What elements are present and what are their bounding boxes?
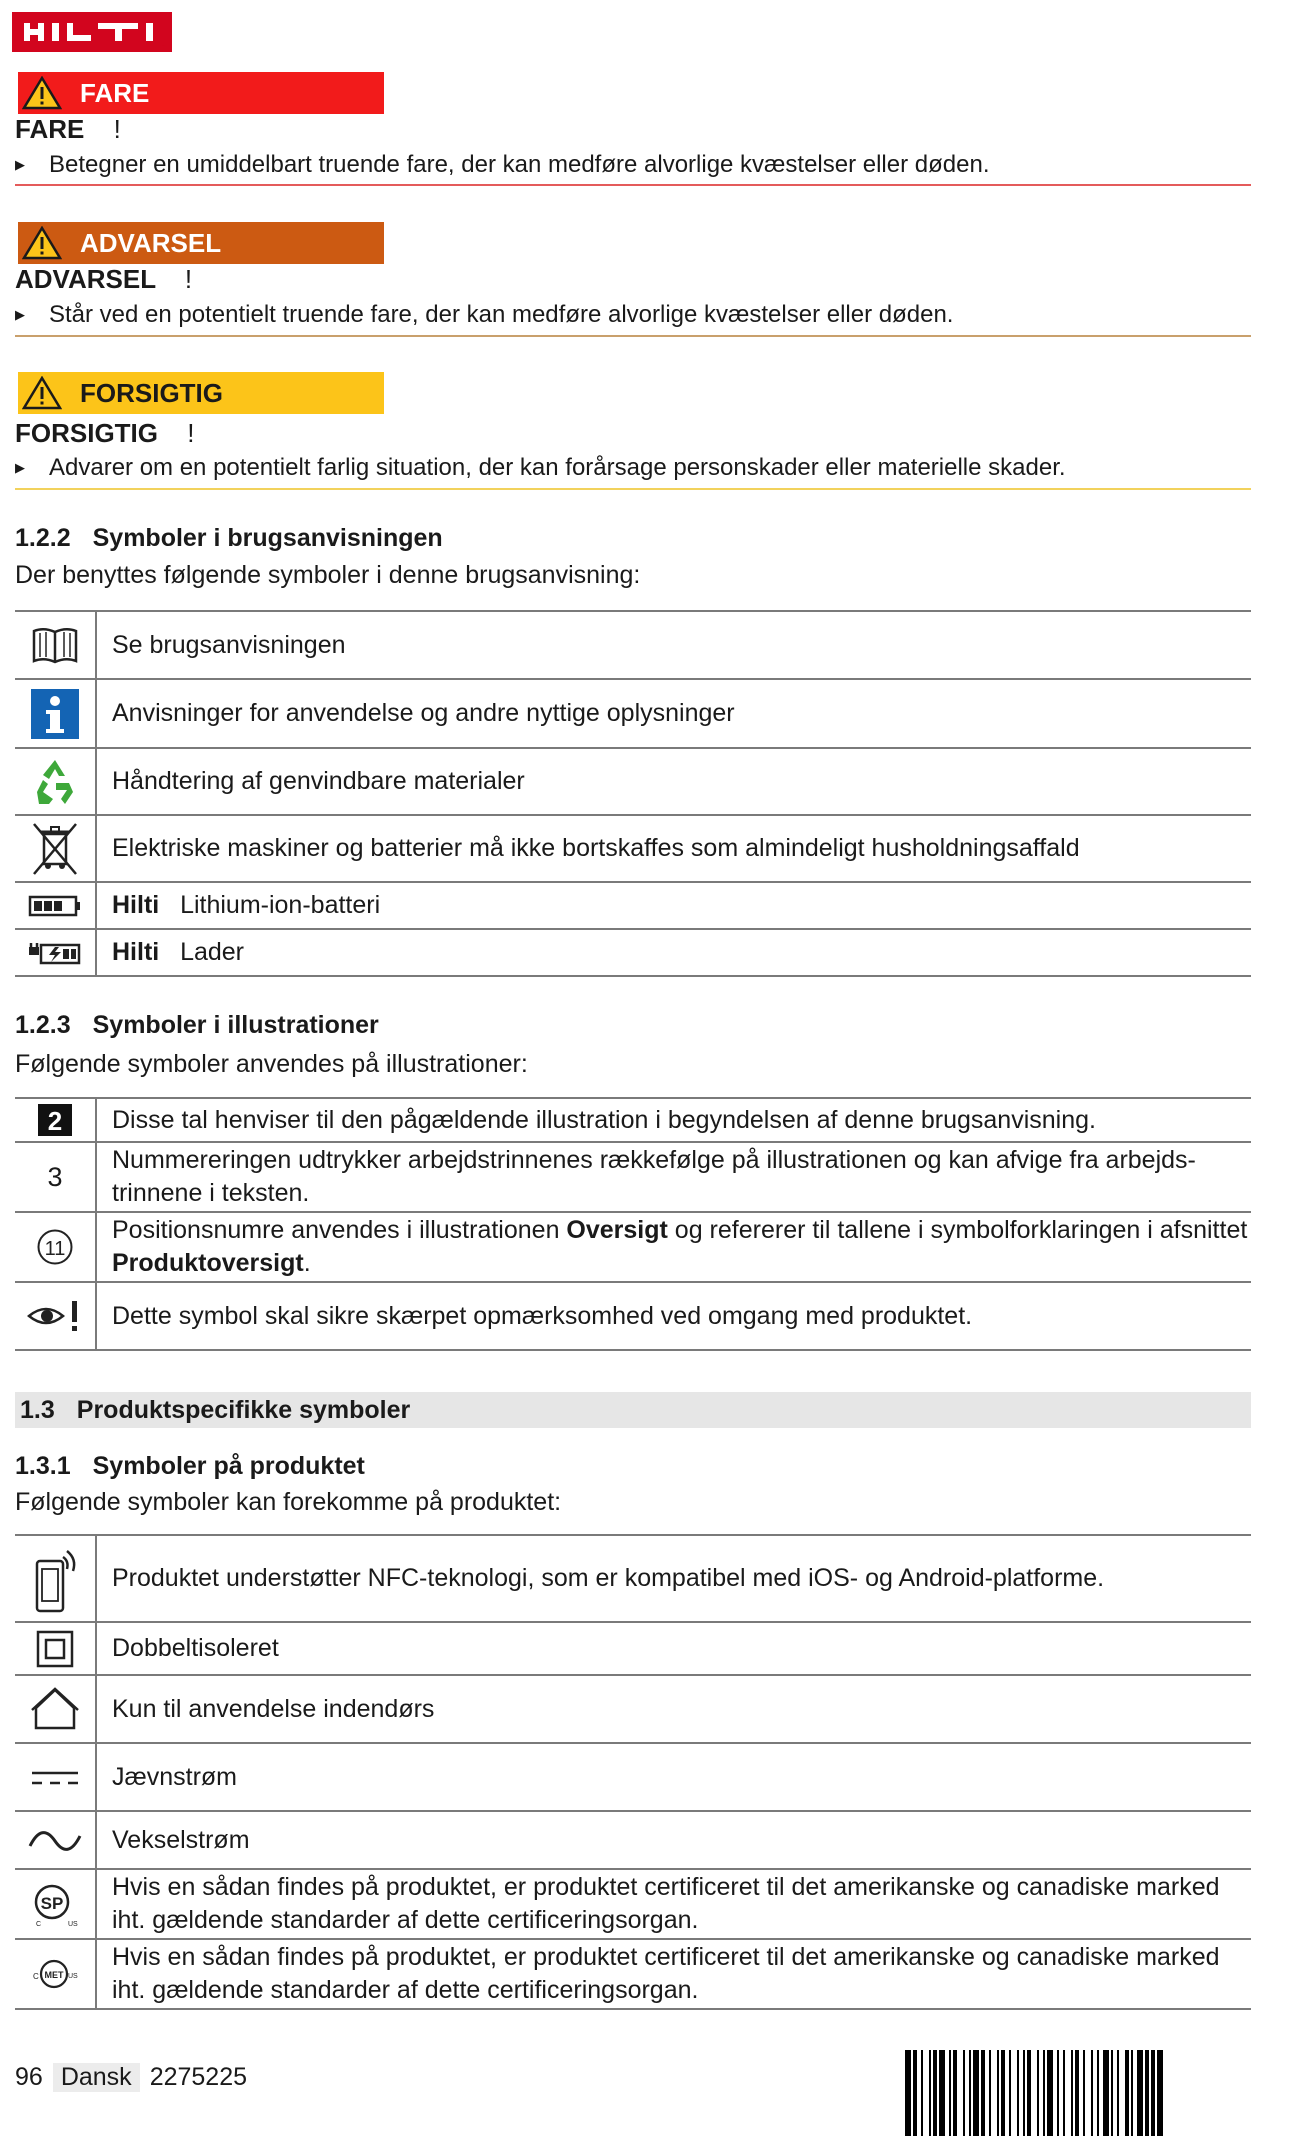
hilti-logo xyxy=(12,12,172,52)
symbol-cell xyxy=(15,611,96,679)
table-row xyxy=(15,929,1251,976)
crossed-bin-icon xyxy=(31,820,79,878)
symbol-cell xyxy=(15,1869,96,1939)
section-number: 1.3.1 xyxy=(15,1452,71,1480)
brand-name: Hilti xyxy=(112,891,160,919)
signal-mark: ! xyxy=(184,264,193,294)
nfc-phone-icon xyxy=(29,1543,81,1615)
bullet-arrow-icon: ▶ xyxy=(15,460,25,475)
divider-fare xyxy=(15,184,1251,186)
symbol-cell xyxy=(15,1811,96,1869)
table-row xyxy=(15,1869,1251,1939)
symbol-table-illustrations xyxy=(15,1097,1251,1351)
warning-triangle-icon xyxy=(22,376,62,410)
symbol-text: Lithium-ion-batteri xyxy=(180,891,381,919)
symbol-description: Se brugsanvisningen xyxy=(96,611,1251,679)
symbol-description: Hvis en sådan findes på produktet, er produktet certificeret til det amerikanske og canadiske marked iht. gældende standarder af dette certificeringsorgan. xyxy=(96,1869,1251,1939)
double-insulated-icon xyxy=(36,1630,74,1668)
table-row xyxy=(15,1811,1251,1869)
page-number: 96 xyxy=(15,2063,43,2091)
section-intro: Der benyttes følgende symboler i denne brugsanvisning: xyxy=(15,561,641,589)
symbol-description: Elektriske maskiner og batterier må ikke bortskaffes som almindeligt husholdningsaffald xyxy=(96,815,1251,882)
table-row xyxy=(15,748,1251,815)
barcode xyxy=(905,2050,1250,2136)
symbol-description: Jævnstrøm xyxy=(96,1743,1251,1811)
signal-text: Står ved en potentielt truende fare, der kan medføre alvorlige kvæstelser eller døden. xyxy=(49,301,954,328)
signal-bar-label: FORSIGTIG xyxy=(80,377,223,408)
table-row xyxy=(15,679,1251,748)
manual-book-icon xyxy=(30,623,80,667)
bullet-arrow-icon: ▶ xyxy=(15,157,25,172)
symbol-cell xyxy=(15,1098,96,1142)
symbol-description: Anvisninger for anvendelse og andre nyttige oplysninger xyxy=(96,679,1251,748)
table-row xyxy=(15,611,1251,679)
recycle-icon xyxy=(29,756,81,808)
number-glyph: 11 xyxy=(44,1238,66,1260)
symbol-cell xyxy=(15,1939,96,2009)
section-intro: Følgende symboler anvendes på illustrationer: xyxy=(15,1050,528,1078)
symbol-cell xyxy=(15,1622,96,1675)
symbol-table-product xyxy=(15,1534,1251,2010)
signal-mark: ! xyxy=(187,418,195,448)
symbol-cell xyxy=(15,1675,96,1743)
direct-current-icon xyxy=(30,1768,80,1788)
symbol-cell xyxy=(15,748,96,815)
table-row xyxy=(15,1939,1251,2009)
alternating-current-icon xyxy=(28,1828,82,1854)
symbol-description: Håndtering af genvindbare materialer xyxy=(96,748,1251,815)
symbol-text: Lader xyxy=(180,938,245,966)
signal-mark: ! xyxy=(113,114,121,144)
signal-word: FORSIGTIG xyxy=(15,418,158,448)
signal-bar-label: ADVARSEL xyxy=(80,227,222,258)
section-intro: Følgende symboler kan forekomme på produktet: xyxy=(15,1488,562,1516)
divider-advarsel xyxy=(15,335,1251,337)
certification-mark-country: US xyxy=(68,1921,78,1927)
table-row xyxy=(15,1098,1251,1142)
section-title: Produktspecifikke symboler xyxy=(76,1395,411,1424)
signal-bar-advarsel xyxy=(18,222,384,264)
symbol-description: Disse tal henviser til den pågældende illustration i begyndelsen af denne brugsanvisning. xyxy=(96,1098,1251,1142)
symbol-cell xyxy=(15,1743,96,1811)
symbol-description xyxy=(96,882,1251,929)
table-row xyxy=(15,1743,1251,1811)
number-11-icon xyxy=(36,1228,74,1266)
table-row xyxy=(15,1535,1251,1622)
signal-description-advarsel xyxy=(15,301,953,329)
brand-name: Hilti xyxy=(112,938,160,966)
symbol-description: Produktet understøtter NFC-teknologi, som er kompatibel med iOS- og Android-platforme. xyxy=(96,1535,1251,1622)
hilti-logo-text: HILTI xyxy=(162,46,165,47)
table-row xyxy=(15,815,1251,882)
text-part: og refererer til tallene i symbolforklaringen i afsnittet xyxy=(667,1216,1248,1244)
signal-word-advarsel xyxy=(15,264,192,295)
signal-bar-forsigtig xyxy=(18,372,384,414)
signal-bar-fare xyxy=(18,72,384,114)
signal-word-forsigtig xyxy=(15,418,194,449)
certification-mark-country: C xyxy=(33,1972,39,1981)
table-row xyxy=(15,1282,1251,1350)
met-mark-icon xyxy=(30,1954,80,1994)
symbol-description: Nummereringen udtrykker arbejdstrinnenes rækkefølge på illustrationen og kan afvige fra arbejds-trinnene i teksten. xyxy=(96,1142,1251,1212)
section-title: Symboler i illustrationer xyxy=(92,1011,379,1039)
certification-mark-country: US xyxy=(68,1973,78,1980)
hilti-logo-mark xyxy=(12,12,172,52)
warning-triangle-icon xyxy=(22,76,62,110)
section-number: 1.2.3 xyxy=(15,1011,71,1039)
signal-text: Advarer om en potentielt farlig situation, der kan forårsage personskader eller materielle skader. xyxy=(49,454,1066,481)
section-number: 1.3 xyxy=(20,1395,55,1424)
symbol-description xyxy=(96,929,1251,976)
table-row xyxy=(15,882,1251,929)
symbol-cell xyxy=(15,815,96,882)
signal-bar-label: FARE xyxy=(80,77,150,108)
eye-attention-icon xyxy=(26,1298,84,1334)
text-part: . xyxy=(303,1249,311,1277)
section-number: 1.2.2 xyxy=(15,524,71,552)
symbol-cell xyxy=(15,929,96,976)
symbol-cell xyxy=(15,1535,96,1622)
divider-forsigtig xyxy=(15,488,1251,490)
info-icon xyxy=(30,688,80,740)
emphasis-oversigt: Oversigt xyxy=(566,1216,668,1244)
symbol-cell xyxy=(15,1212,96,1282)
csa-mark-icon xyxy=(30,1881,80,1927)
section-title: Symboler på produktet xyxy=(92,1452,365,1480)
number-3-icon: 3 xyxy=(15,1142,96,1212)
symbol-table-manual xyxy=(15,610,1251,977)
bullet-arrow-icon: ▶ xyxy=(15,307,25,322)
number-glyph: 2 xyxy=(47,1106,63,1136)
symbol-cell xyxy=(15,882,96,929)
certification-mark-country: C xyxy=(36,1921,42,1927)
document-number: 2275225 xyxy=(149,2063,248,2091)
symbol-cell xyxy=(15,1282,96,1350)
signal-word-fare xyxy=(15,114,121,145)
certification-mark-text: MET xyxy=(44,1970,64,1980)
text-part: Positionsnumre anvendes i illustrationen xyxy=(112,1216,567,1244)
page-footer xyxy=(15,2063,247,2092)
symbol-description xyxy=(96,1212,1251,1282)
signal-text: Betegner en umiddelbart truende fare, der kan medføre alvorlige kvæstelser eller døden. xyxy=(49,151,990,178)
symbol-description: Kun til anvendelse indendørs xyxy=(96,1675,1251,1743)
symbol-description: Hvis en sådan findes på produktet, er produktet certificeret til det amerikanske og canadiske marked iht. gældende standarder af dette certificeringsorgan. xyxy=(96,1939,1251,2009)
battery-icon xyxy=(28,894,82,918)
symbol-description: Dobbeltisoleret xyxy=(96,1622,1251,1675)
section-heading-1-3-1 xyxy=(15,1452,365,1481)
indoor-house-icon xyxy=(30,1686,80,1732)
warning-triangle-icon xyxy=(22,226,62,260)
signal-description-forsigtig xyxy=(15,454,1066,482)
table-row xyxy=(15,1212,1251,1282)
signal-description-fare xyxy=(15,151,990,179)
table-row xyxy=(15,1622,1251,1675)
symbol-description: Dette symbol skal sikre skærpet opmærksomhed ved omgang med produktet. xyxy=(96,1282,1251,1350)
symbol-cell xyxy=(15,679,96,748)
number-2-icon xyxy=(38,1104,72,1136)
table-row xyxy=(15,1142,1251,1212)
emphasis-produktoversigt: Produktoversigt xyxy=(112,1249,304,1277)
section-title: Symboler i brugsanvisningen xyxy=(92,524,443,552)
table-row xyxy=(15,1675,1251,1743)
certification-mark-text: SP xyxy=(40,1894,64,1913)
section-heading-1-2-3 xyxy=(15,1011,379,1040)
language-label: Dansk xyxy=(53,2063,140,2092)
charger-icon xyxy=(27,939,83,967)
barcode-bar xyxy=(1157,2050,1163,2136)
signal-word: ADVARSEL xyxy=(15,264,156,294)
section-heading-1-2-2 xyxy=(15,524,443,553)
signal-word: FARE xyxy=(15,114,85,144)
section-heading-1-3 xyxy=(15,1392,1251,1428)
symbol-description: Vekselstrøm xyxy=(96,1811,1251,1869)
